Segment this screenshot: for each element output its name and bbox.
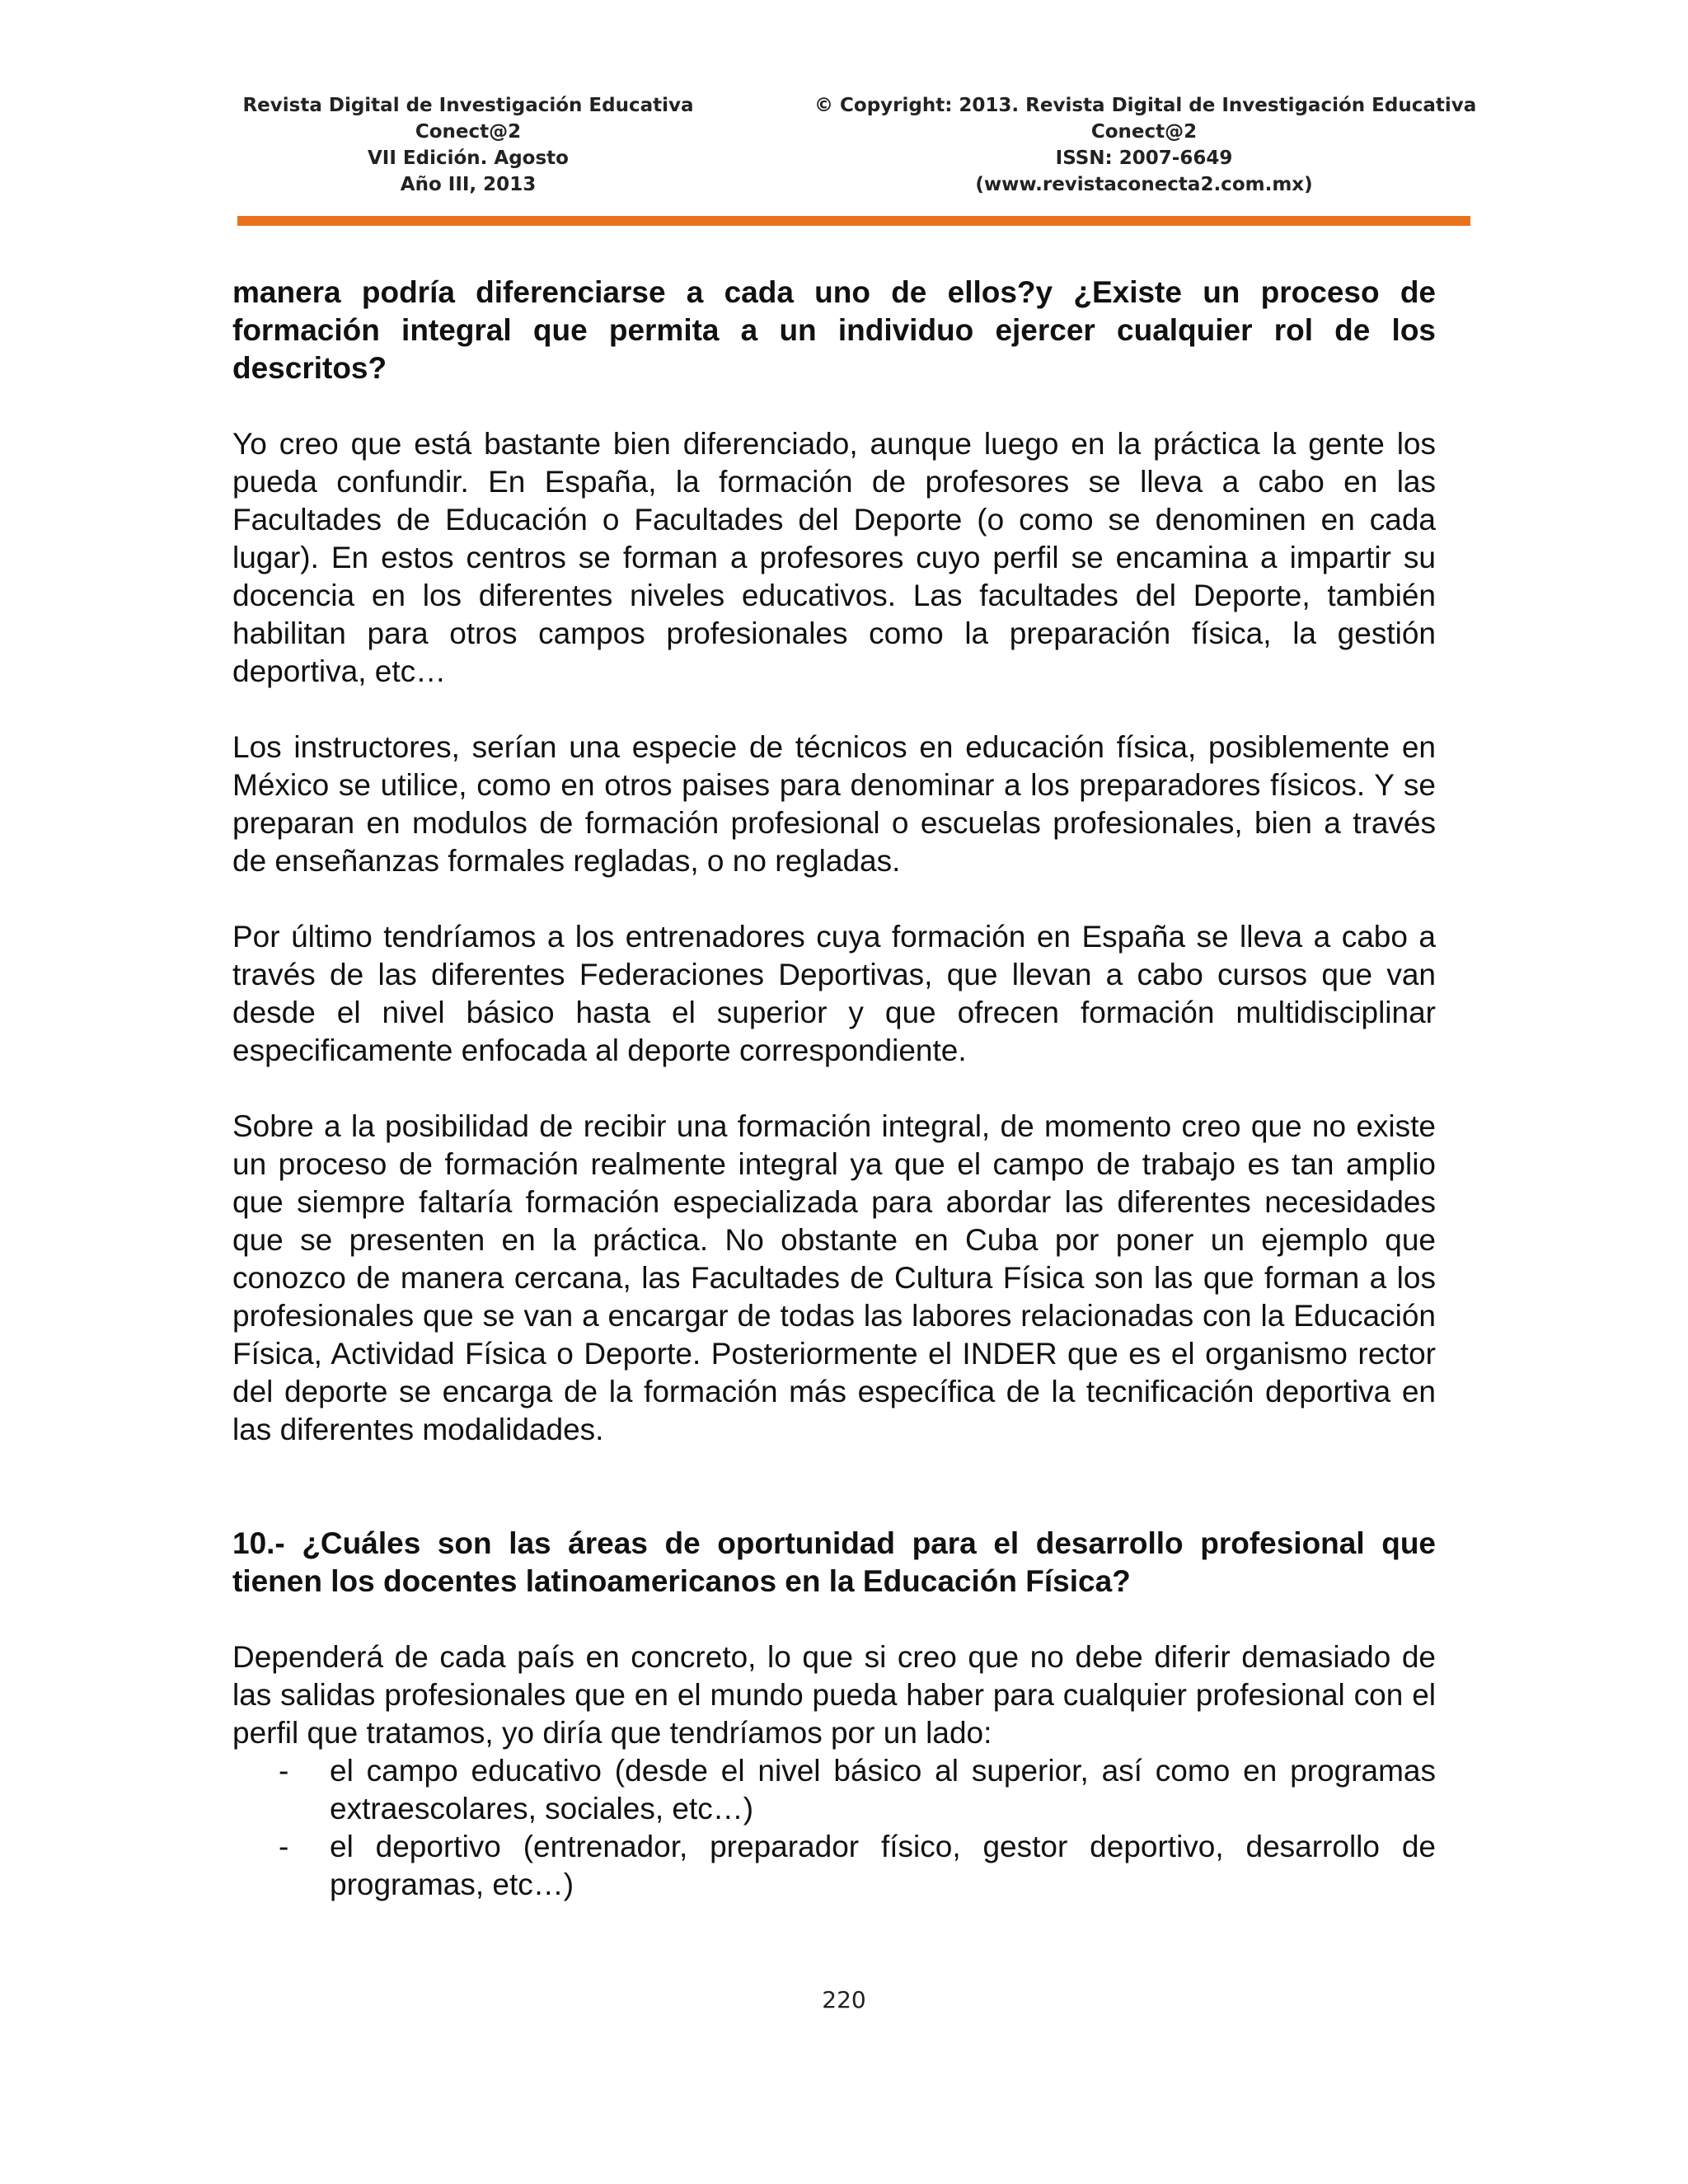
answer-paragraph-1: Yo creo que está bastante bien diferenciado, aunque luego en la práctica la gente los pueda confundir. En España, la formación de profesores se lleva a cabo en las Facultades de Educación o Facultades del Deporte (o como se denominen en cada lugar). En estos centros se forman a profesores cuyo perfil se encamina a impartir su docencia en los diferentes niveles educativos. Las facultades del Deporte, también habilitan para otros campos profesionales como la preparación física, la gestión deportiva, etc…	[232, 427, 1436, 688]
list-item-text: el deportivo (entrenador, preparador físico, gestor deportivo, desarrollo de programas, etc…)	[330, 1830, 1436, 1901]
journal-info	[237, 92, 699, 198]
question-continued: manera podría diferenciarse a cada uno de ellos?y ¿Existe un proceso de formación integral que permita a un individuo ejercer cualquier rol de los descritos?	[232, 275, 1436, 385]
copyright-short-name: Conect@2	[1090, 121, 1198, 143]
issn: ISSN: 2007-6649	[1055, 148, 1233, 169]
website: (www.revistaconecta2.com.mx)	[975, 174, 1313, 195]
answer-paragraph-4: Sobre a la posibilidad de recibir una formación integral, de momento creo que no existe un proceso de formación realmente integral ya que el campo de trabajo es tan amplio que siempre faltaría formación especializada para abordar las diferentes necesidades que se presenten en la práctica. No obstante en Cuba por poner un ejemplo que conozco de manera cercana, las Facultades de Cultura Física son las que forman a los profesionales que se van a encargar de todas las labores relacionadas con la Educación Física, Actividad Física o Deporte. Posteriormente el INDER que es el organismo rector del deporte se encarga de la formación más específica de la tecnificación deportiva en las diferentes modalidades.	[232, 1109, 1436, 1446]
list-item	[232, 1752, 1436, 1828]
list-marker: -	[279, 1754, 289, 1788]
opportunity-list	[232, 1752, 1436, 1904]
list-item	[232, 1828, 1436, 1904]
answer-10-intro: Dependerá de cada país en concreto, lo que si creo que no debe diferir demasiado de las salidas profesionales que en el mundo pueda haber para cualquier profesional con el perfil que tratamos, yo diría que tendríamos por un lado:	[232, 1640, 1436, 1750]
answer-paragraph-3: Por último tendríamos a los entrenadores cuya formación en España se lleva a cabo a través de las diferentes Federaciones Deportivas, que llevan a cabo cursos que van desde el nivel básico hasta el superior y que ofrecen formación multidisciplinar especificamente enfocada al deporte correspondiente.	[232, 920, 1436, 1067]
edition: VII Edición. Agosto	[368, 148, 569, 169]
copyright-info	[814, 92, 1477, 198]
header-divider	[237, 216, 1470, 226]
copyright-line: © Copyright: 2013. Revista Digital de Investigación Educativa	[814, 95, 1477, 116]
page-number: 220	[822, 1986, 866, 2013]
list-item-text: el campo educativo (desde el nivel básico al superior, así como en programas extraescolares, sociales, etc…)	[330, 1754, 1436, 1825]
question-10: 10.- ¿Cuáles son las áreas de oportunidad para el desarrollo profesional que tienen los docentes latinoamericanos en la Educación Física?	[232, 1526, 1436, 1598]
answer-paragraph-2: Los instructores, serían una especie de técnicos en educación física, posiblemente en México se utilice, como en otros paises para denominar a los preparadores físicos. Y se preparan en modulos de formación profesional o escuelas profesionales, bien a través de enseñanzas formales regladas, o no regladas.	[232, 730, 1436, 878]
page-header	[237, 92, 1477, 208]
list-marker: -	[279, 1830, 289, 1863]
journal-name: Revista Digital de Investigación Educativa	[242, 95, 694, 116]
page-body	[232, 274, 1436, 1904]
year: Año III, 2013	[400, 174, 537, 195]
journal-short-name: Conect@2	[415, 121, 522, 143]
